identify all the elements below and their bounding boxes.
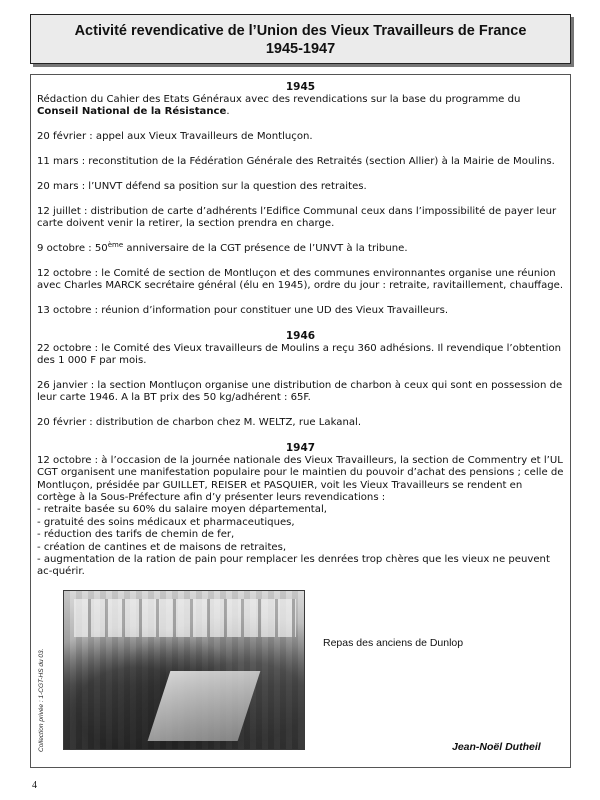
paragraph-1945-8: 13 octobre : réunion d’information pour constituer une UD des Vieux Travailleurs. bbox=[37, 304, 449, 316]
demand-item: - création de cantines et de maisons de retraites, bbox=[37, 541, 287, 553]
demand-item: - retraite basée su 60% du salaire moyen départemental, bbox=[37, 504, 327, 516]
year-heading-1947: 1947 bbox=[285, 441, 316, 454]
year-heading-1945: 1945 bbox=[285, 81, 316, 93]
paragraph-1946-2: 26 janvier : la section Montluçon organise une distribution de charbon à ceux qui sont en possession de leur carte 1946. A la BT prix des 50 kg/adhérent : 65F. bbox=[37, 379, 563, 404]
paragraph-1945-6 bbox=[37, 240, 564, 255]
photo-credit: Collection privée : 1-CGT-HS du 03. bbox=[38, 648, 45, 752]
paragraph-1946-3: 20 février : distribution de charbon chez M. WELTZ, rue Lakanal. bbox=[37, 417, 362, 428]
paragraph-end: . bbox=[226, 106, 230, 118]
paragraph-bold-text: Conseil National de la Résistance bbox=[37, 106, 227, 118]
paragraph-1945-2: 20 février : appel aux Vieux Travailleurs de Montluçon. bbox=[37, 131, 313, 143]
paragraph-1945-7: 12 octobre : le Comité de section de Montluçon et des communes environnantes organise une réunion avec Charles MARCK secrétaire général (élu en 1945), ordre du jour : retraite, ravitaillement, chauffage. bbox=[37, 267, 564, 291]
demand-item: - augmentation de la ration de pain pour remplacer les denrées trop chères que les vieux ne peuvent ac-quérir. bbox=[37, 554, 550, 578]
photo-windows bbox=[74, 599, 296, 637]
page-number: 4 bbox=[32, 780, 37, 791]
paragraph-1945-1 bbox=[37, 94, 564, 119]
paragraph-text: Rédaction du Cahier des Etats Généraux avec des revendications sur la base du programme du bbox=[37, 94, 521, 105]
paragraph-1945-4: 20 mars : l’UNVT défend sa position sur la question des retraites. bbox=[37, 180, 367, 192]
banquet-photo bbox=[63, 590, 305, 750]
paragraph-text: anniversaire de la CGT présence de l’UNVT à la tribune. bbox=[123, 242, 408, 254]
demand-item: - réduction des tarifs de chemin de fer, bbox=[37, 529, 235, 541]
paragraph-text: 9 octobre : 50 bbox=[37, 242, 108, 254]
page-title: Activité revendicative de l’Union des Vieux Travailleurs de France bbox=[74, 23, 527, 39]
demand-item: - gratuité des soins médicaux et pharmaceutiques, bbox=[37, 516, 295, 528]
photo-table bbox=[148, 671, 261, 741]
year-heading-1946: 1946 bbox=[285, 329, 316, 342]
title-box bbox=[30, 14, 571, 64]
paragraph-1947-1: 12 octobre : à l’occasion de la journée nationale des Vieux Travailleurs, la section de Commentry et l’UL CGT organisent une manifestation populaire pour le maintien du pouvoir d’achat des pensions ; celle de Montluçon, présidée par GUILLET, REISER et PASQUIER, voit les Vieux Travailleurs se rendent en cortège à la Sous-Préfecture afin d’y présenter leurs revendications : bbox=[37, 454, 564, 504]
page-subtitle-years: 1945-1947 bbox=[265, 41, 336, 57]
photo-caption: Repas des anciens de Dunlop bbox=[323, 637, 464, 649]
paragraph-1945-5: 12 juillet : distribution de carte d’adhérents l’Edifice Communal ceux dans l’impossibilité de payer leur carte doivent venir la retirer, la section prendra en charge. bbox=[37, 205, 557, 229]
superscript: ème bbox=[107, 240, 124, 249]
paragraph-1945-3: 11 mars : reconstitution de la Fédération Générale des Retraités (section Allier) à la Mairie de Moulins. bbox=[37, 156, 555, 167]
author-signature: Jean-Noël Dutheil bbox=[452, 741, 541, 753]
paragraph-1946-1: 22 octobre : le Comité des Vieux travailleurs de Moulins a reçu 360 adhésions. Il revendique l’obtention des 1 000 F par mois. bbox=[37, 342, 562, 366]
